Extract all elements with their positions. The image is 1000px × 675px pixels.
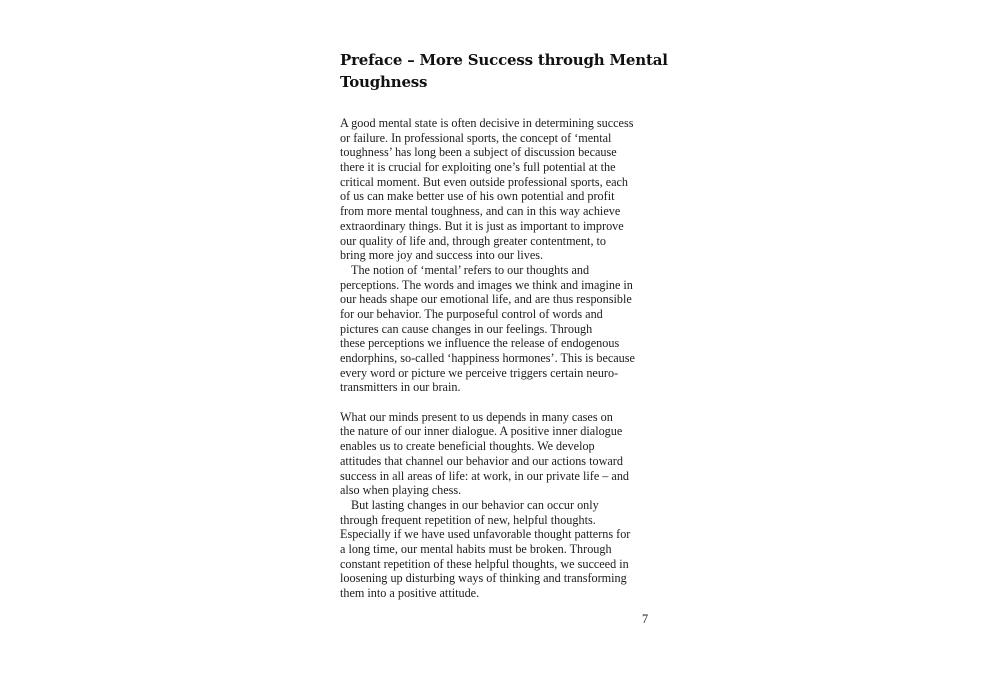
text-line: pictures can cause changes in our feelings. Through [340,321,593,336]
text-line: constant repetition of these helpful thoughts, we succeed in [340,556,629,571]
text-line: our heads shape our emotional life, and are thus responsible [340,292,632,307]
text-line: also when playing chess. [340,483,462,498]
text-line: a long time, our mental habits must be broken. Through [340,541,612,556]
text-line: But lasting changes in our behavior can occur only [351,497,599,512]
text-line: of us can make better use of his own potential and profit [340,189,615,204]
text-line: the nature of our inner dialogue. A positive inner dialogue [340,424,623,439]
text-line: attitudes that channel our behavior and our actions toward [340,453,623,468]
paragraph [340,116,670,263]
page-number: 7 [642,612,649,626]
text-line: Especially if we have used unfavorable thought patterns for [340,527,631,542]
text-line: transmitters in our brain. [340,380,461,395]
body-text [340,116,670,601]
text-line: through frequent repetition of new, helpful thoughts. [340,512,596,527]
page-title [340,49,670,93]
text-line: perceptions. The words and images we think and imagine in [340,277,633,292]
paragraph [340,498,670,601]
text-line: there it is crucial for exploiting one’s full potential at the [340,160,616,175]
title-line: Preface – More Success through Mental [340,51,668,69]
text-line: loosening up disturbing ways of thinking and transforming [340,571,627,586]
text-line: them into a positive attitude. [340,586,480,600]
text-line: our quality of life and, through greater contentment, to [340,233,607,248]
paragraph-gap [340,395,670,410]
paragraph [340,263,670,395]
text-line: success in all areas of life: at work, in our private life – and [340,468,630,483]
text-line: enables us to create beneficial thoughts. We develop [340,439,595,454]
text-line: The notion of ‘mental’ refers to our thoughts and [351,262,590,277]
text-line: extraordinary things. But it is just as important to improve [340,218,624,233]
paragraph [340,410,670,498]
text-line: critical moment. But even outside professional sports, each [340,174,629,189]
text-line: these perceptions we influence the release of endogenous [340,336,620,351]
title-line: Toughness [340,73,428,91]
text-line: What our minds present to us depends in many cases on [340,409,613,424]
text-line: from more mental toughness, and can in this way achieve [340,204,621,219]
text-line: or failure. In professional sports, the concept of ‘mental [340,130,612,145]
text-line: bring more joy and success into our lives. [340,248,544,263]
text-line: endorphins, so-called ‘happiness hormones’. This is because [340,351,635,365]
text-line: toughness’ has long been a subject of discussion because [340,145,617,160]
text-line: for our behavior. The purposeful control of words and [340,306,603,321]
text-line: every word or picture we perceive triggers certain neuro- [340,365,619,380]
text-line: A good mental state is often decisive in determining success [340,116,634,130]
